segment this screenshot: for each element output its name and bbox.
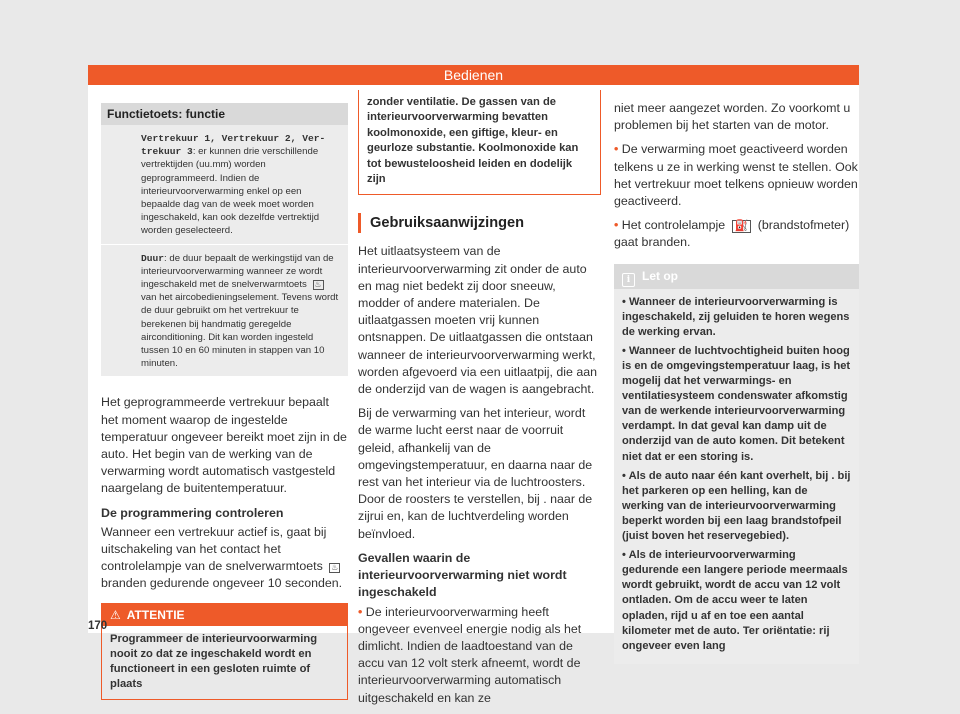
bullet-icon: •: [614, 218, 619, 233]
function-key-duur: Duur: [141, 252, 165, 264]
column-left: [101, 103, 348, 700]
note-header: [614, 264, 859, 289]
section-title-instructions: Gebruiksaanwijzingen: [358, 213, 601, 233]
bullet-energy-text: De interieurvoorverwarming heeft ongeveer evenveel energie nodig als het dimlicht. Indien de laadtoestand van de accu van 12 volt sterk afneemt, wordt de interieurvoorverwarming automatisch uitgeschakeld en kan ze: [358, 604, 582, 705]
manual-page: [88, 65, 859, 705]
function-table: [101, 103, 348, 376]
bullet-lamp-b: (brandstofmeter) gaat branden.: [614, 218, 850, 250]
paragraph-continued: niet meer aangezet worden. Zo voorkomt u problemen bij het starten van de motor.: [614, 101, 851, 133]
bullet-lamp-a: Het controlelampje: [621, 218, 726, 233]
note-item: • Wanneer de luchtvochtigheid buiten hoog is en de omgevingstemperatuur laag, is het mogelij dat het verwarmings- en ventilatiesysteem condenswater afkomstig van de werkende interieurvoorverwarming verdampt. In dat geval kan damp uit de onderzijd van de auto komen. Dit betekent niet dat er een storing is.: [622, 344, 851, 463]
note-item: • Als de interieurvoorverwarming gedurende een langere periode meermaals wordt gebruikt, wordt de accu van 12 volt ontladen. Om de accu weer te laten opladen, rijd u af en toe een aantal kilometer met de auto. Ter oriëntatie: rij ongeveer even lang: [622, 549, 848, 652]
paragraph-check-b: branden gedurende ongeveer 10 seconden.: [101, 576, 343, 591]
note-item: • Wanneer de interieurvoorverwarming is ingeschakeld, zij geluiden te horen wegens de werking ervan.: [622, 295, 850, 338]
function-desc-duur-b: van het aircobedieningselement. Tevens wordt de duur gebruikt om het vertrekuur te berekenen bij handmatig geregelde airconditioning. Dit kan worden ingesteld tussen 10 en 60 minuten in stappen van 10 minuten.: [141, 292, 339, 370]
note-box: [614, 264, 859, 664]
bullet-energy: [358, 604, 601, 707]
note-item-text: Als de interieurvoorverwarming gedurende een langere periode meermaals wordt gebruikt, wordt de accu van 12 volt ontladen. Om de accu weer te laten opladen, rijd u af en toe een aantal kilometer met de auto. Ter oriëntatie: rij ongeveer even lang: [622, 549, 848, 652]
bullet-icon: •: [358, 604, 363, 619]
info-icon: i: [622, 273, 635, 287]
quick-heat-icon: ♨: [331, 563, 339, 573]
quick-heat-icon: ♨: [314, 280, 322, 290]
subheading-check: De programmering controleren: [101, 505, 284, 520]
function-desc-duur-a: : de duur bepaalt de werkingstijd van de interieurvoorverwarming wanneer ze wordt ingeschakeld met de snelverwarmtoets: [141, 252, 334, 291]
function-entry-duur: [101, 244, 348, 377]
page-number: 170: [88, 620, 108, 632]
bullet-activate-text: De verwarming moet geactiveerd worden telkens u ze in werking wenst te stellen. Ook het vertrekuur moet telkens opnieuw worden geactiveerd.: [614, 142, 858, 209]
subheading-not-activated: Gevallen waarin de interieurvoorverwarming niet wordt ingeschakeld: [358, 550, 567, 600]
note-label: Let op: [642, 268, 678, 283]
page-header: [88, 65, 859, 85]
page-header-title: Bedienen: [443, 67, 504, 83]
warning-box: [101, 603, 348, 700]
paragraph-exhaust: Het uitlaatsysteem van de interieurvoorverwarming zit onder de auto en mag niet bedekt zij door sneeuw, modder of andere materialen. De uitlaatgassen moeten vrij kunnen ontsnappen. De uitlaatgassen die ontstaan wanneer de interieurvoorverwarming werkt, worden afgevoerd via een uitlaatpij, die aan de onderzijd van de wagen is aangebracht.: [358, 244, 598, 397]
bullet-lamp: [614, 217, 859, 251]
paragraph-check-a: Wanneer een vertrekuur actief is, gaat bij uitschakeling van het contact het controlelampje van de snelverwarmtoets: [101, 524, 327, 574]
paragraph-check: [101, 524, 348, 593]
warning-text: Programmeer de interieurvoorwarming nooit zo dat ze ingeschakeld wordt en functioneert in een gesloten ruimte of plaats: [110, 632, 318, 690]
function-desc-vertrekuur: : er kunnen drie verschillende vertrektijden (uu.mm) worden geprogrammeerd. Indien de interieurvoorverwarming enkel op een bepaalde dag van de week moet worden ingeschakeld, kan ook dezelfde vertrektijd worden geselecteerd.: [141, 146, 320, 237]
function-table-title: Functietoets: functie: [101, 103, 348, 125]
warning-triangle-icon: ⚠: [110, 607, 121, 622]
bullet-activate: [614, 141, 859, 210]
function-entry-vertrekuur: [101, 125, 348, 244]
fuel-pump-icon: ⛽: [732, 220, 752, 233]
column-right: [614, 100, 859, 664]
warning-label: ATTENTIE: [126, 607, 185, 622]
function-key-vertrekuur: Vertrekuur 1, Vertrekuur 2, Ver-trekuur 3: [141, 133, 326, 158]
note-body: [614, 289, 859, 664]
note-item-text: Wanneer de interieurvoorverwarming is ingeschakeld, zij geluiden te horen wegens de werking ervan.: [622, 295, 850, 338]
note-item: • Als de auto naar één kant overhelt, bij . bij het parkeren op een helling, kan de werking van de interieurvoorverwarming beperkt worden bij een laag brandstofpeil (juist boven het reservegebied).: [622, 469, 851, 543]
bullet-icon: •: [614, 142, 619, 157]
paragraph-air: Bij de verwarming van het interieur, wordt de warme lucht eerst naar de voorruit geleid, afhankelij van de omgevingstemperatuur, en daarna naar de rest van het interieur via de luchtroosters. Door de roosters te verstellen, bij . naar de zijrui en, kan de luchtverdeling worden beïnvloed.: [358, 406, 593, 541]
note-item-text: Als de auto naar één kant overhelt, bij . bij het parkeren op een helling, kan de werking van de interieurvoorverwarming beperkt worden bij een laag brandstofpeil (juist boven het reservegebied).: [622, 469, 851, 543]
warning-continuation: zonder ventilatie. De gassen van de interieurvoorverwarming bevatten koolmonoxide, een giftige, kleur- en geurloze substantie. Koolmonoxide kan tot bewusteloosheid leiden en dodelijk zijn: [358, 90, 601, 195]
warning-header: [102, 604, 347, 626]
paragraph-departure: Het geprogrammeerde vertrekuur bepaalt het moment waarop de ingestelde temperatuur ongeveer bereikt moet zijn in de auto. Het begin van de werking van de verwarming wordt automatisch vastgesteld naargelang de buitentemperatuur.: [101, 395, 347, 496]
column-middle: [358, 92, 601, 714]
note-item-text: Wanneer de luchtvochtigheid buiten hoog is en de omgevingstemperatuur laag, is het mogelij dat het verwarmings- en ventilatiesysteem condenswater afkomstig van de werkende interieurvoorverwarming verdampt. In dat geval kan damp uit de onderzijd van de auto komen. Dit betekent niet dat er een storing is.: [622, 344, 851, 463]
